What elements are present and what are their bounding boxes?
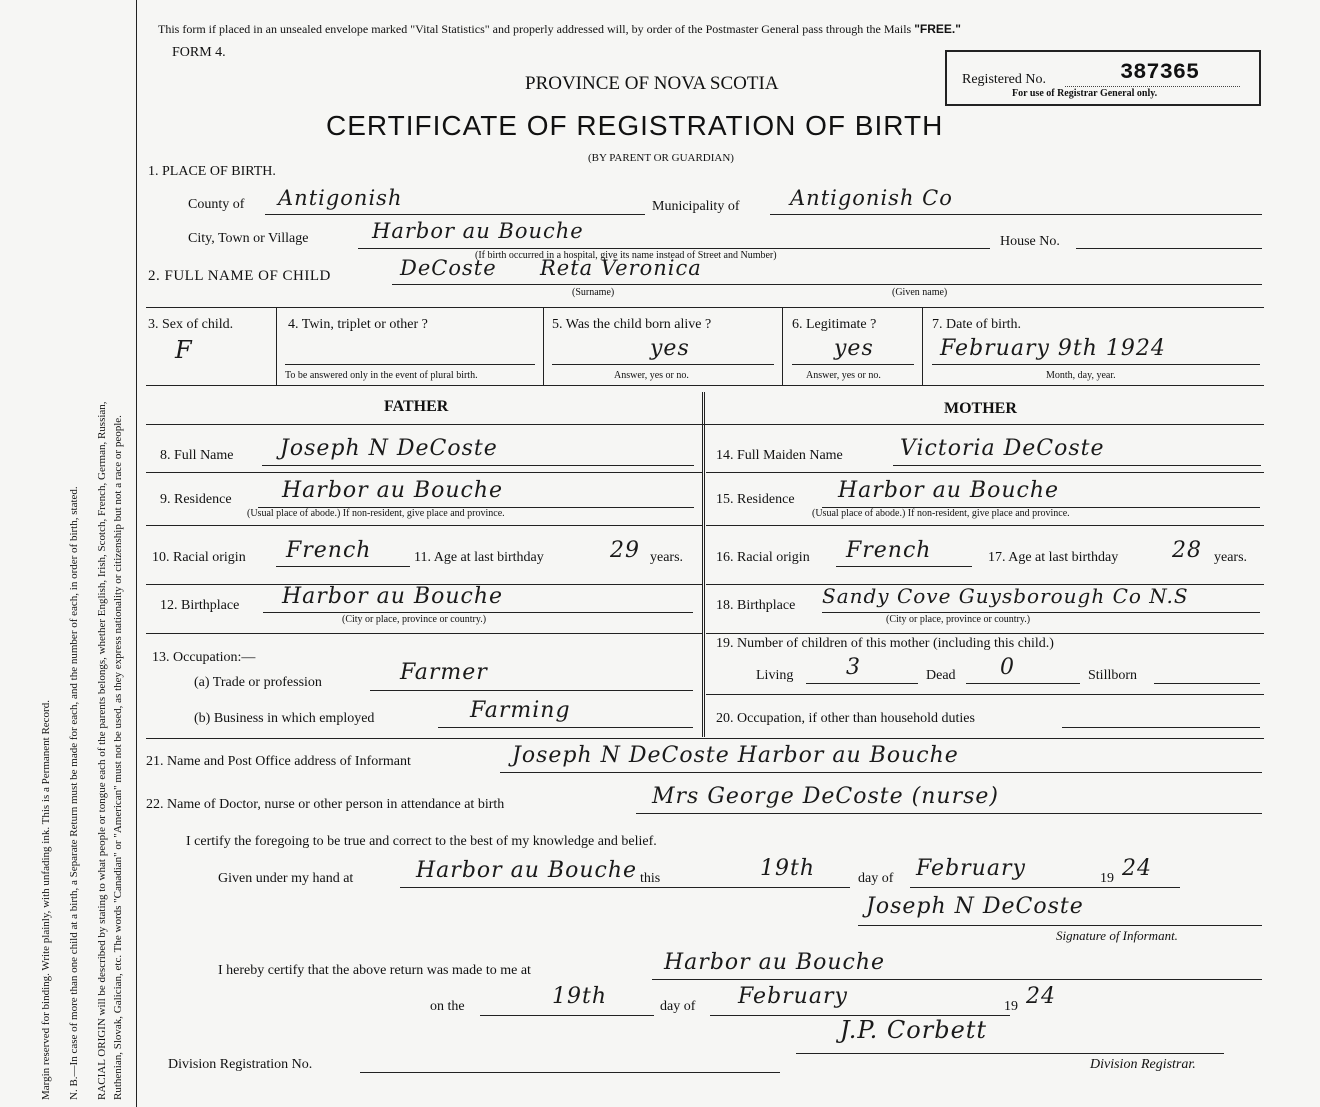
mother-age-value: 28 bbox=[1172, 538, 1202, 563]
living-value: 3 bbox=[846, 655, 861, 680]
father-birthplace-line bbox=[263, 612, 693, 613]
municipality-line bbox=[770, 214, 1262, 215]
mother-residence-note: (Usual place of abode.) If non-resident, give place and province. bbox=[812, 508, 1070, 519]
legitimate-line bbox=[792, 364, 914, 365]
mother-occupation-line bbox=[1062, 727, 1260, 728]
municipality-label: Municipality of bbox=[652, 199, 740, 214]
mother-race-label: 16. Racial origin bbox=[716, 550, 810, 565]
dob-line bbox=[932, 364, 1260, 365]
dead-label: Dead bbox=[926, 668, 956, 683]
business-value: Farming bbox=[470, 698, 571, 723]
mother-name-value: Victoria DeCoste bbox=[900, 436, 1105, 461]
mother-birthplace-line bbox=[822, 612, 1260, 613]
informant-signature-line bbox=[858, 925, 1262, 926]
registrar-year-prefix: 19 bbox=[1004, 999, 1018, 1014]
trade-value: Farmer bbox=[400, 660, 488, 685]
dob-label: 7. Date of birth. bbox=[932, 317, 1022, 332]
mother-name-label: 14. Full Maiden Name bbox=[716, 448, 843, 463]
given-this: this bbox=[640, 871, 661, 886]
county-label: County of bbox=[188, 197, 245, 212]
registrar-place-line bbox=[652, 979, 1262, 980]
given-day-of: day of bbox=[858, 871, 894, 886]
row3-divider-4 bbox=[922, 307, 923, 385]
twin-note: To be answered only in the event of plural birth. bbox=[285, 370, 478, 381]
dead-value: 0 bbox=[1000, 655, 1015, 680]
father-row9-border bbox=[146, 525, 702, 526]
county-value: Antigonish bbox=[278, 186, 403, 210]
division-registrar-line bbox=[796, 1053, 1224, 1054]
given-month-value: February bbox=[916, 856, 1026, 881]
informant-label: 21. Name and Post Office address of Informant bbox=[146, 754, 411, 769]
dob-note: Month, day, year. bbox=[1046, 370, 1116, 381]
municipality-value: Antigonish Co bbox=[790, 186, 953, 210]
doctor-line bbox=[636, 813, 1262, 814]
legitimate-note: Answer, yes or no. bbox=[806, 370, 881, 381]
given-place-value: Harbor au Bouche bbox=[416, 858, 638, 883]
mail-notice bbox=[158, 22, 961, 37]
business-label: (b) Business in which employed bbox=[194, 711, 375, 726]
sex-value: F bbox=[175, 336, 193, 364]
mother-age-label: 17. Age at last birthday bbox=[988, 550, 1119, 565]
mother-race-line bbox=[836, 566, 972, 567]
father-residence-label: 9. Residence bbox=[160, 492, 232, 507]
given-year-prefix: 19 bbox=[1100, 871, 1114, 886]
form-number: FORM 4. bbox=[172, 45, 226, 60]
mother-name-line bbox=[893, 465, 1261, 466]
informant-line bbox=[500, 772, 1262, 773]
row3-divider-3 bbox=[782, 307, 783, 385]
registrar-on-the: on the bbox=[430, 999, 465, 1014]
child-name-label: 2. FULL NAME OF CHILD bbox=[148, 268, 331, 284]
alive-value: yes bbox=[650, 336, 690, 361]
registered-line bbox=[1065, 86, 1240, 87]
children-label: 19. Number of children of this mother (including this child.) bbox=[716, 636, 1054, 651]
side-note-3: RACIAL ORIGIN will be described by stating to what people or tongue each of the parents belongs, whether English, Irish, Scotch, French, German, Russian, bbox=[96, 401, 108, 1100]
father-race-value: French bbox=[286, 538, 372, 563]
given-day-value: 19th bbox=[760, 856, 816, 881]
registered-label: Registered No. bbox=[962, 72, 1046, 87]
side-note-1: Margin reserved for binding. Write plainly, with unfading ink. This is a Permanent Record. bbox=[40, 700, 52, 1100]
doctor-value: Mrs George DeCoste (nurse) bbox=[652, 784, 999, 809]
father-name-value: Joseph N DeCoste bbox=[280, 436, 498, 461]
division-registrar-label: Division Registrar. bbox=[1090, 1057, 1196, 1072]
given-note: (Given name) bbox=[892, 287, 948, 298]
father-years: years. bbox=[650, 550, 684, 565]
registrar-signature: J.P. Corbett bbox=[840, 1016, 988, 1044]
registrar-certify-label: I hereby certify that the above return was made to me at bbox=[218, 963, 531, 978]
living-label: Living bbox=[756, 668, 794, 683]
child-name-line bbox=[392, 284, 1262, 285]
father-residence-note: (Usual place of abode.) If non-resident, give place and province. bbox=[247, 508, 505, 519]
occupation-label: 13. Occupation:— bbox=[152, 650, 256, 665]
mother-birthplace-label: 18. Birthplace bbox=[716, 598, 796, 613]
father-residence-value: Harbor au Bouche bbox=[282, 478, 504, 503]
surname-note: (Surname) bbox=[572, 287, 615, 298]
division-registration-line bbox=[360, 1072, 780, 1073]
father-row12-border bbox=[146, 633, 702, 634]
alive-note: Answer, yes or no. bbox=[614, 370, 689, 381]
mother-birthplace-note: (City or place, province or country.) bbox=[886, 614, 1031, 625]
father-race-line bbox=[276, 566, 410, 567]
mother-row19-border bbox=[706, 694, 1264, 695]
mother-row14-border bbox=[706, 472, 1264, 473]
mother-birthplace-value: Sandy Cove Guysborough Co N.S bbox=[822, 584, 1189, 608]
child-given-value: Reta Veronica bbox=[540, 256, 702, 280]
father-row8-border bbox=[146, 472, 702, 473]
legitimate-label: 6. Legitimate ? bbox=[792, 317, 877, 332]
county-line bbox=[265, 214, 645, 215]
sex-label: 3. Sex of child. bbox=[148, 317, 234, 332]
house-label: House No. bbox=[1000, 234, 1060, 249]
mother-residence-label: 15. Residence bbox=[716, 492, 795, 507]
alive-label: 5. Was the child born alive ? bbox=[552, 317, 712, 332]
certify-text: I certify the foregoing to be true and correct to the best of my knowledge and belief. bbox=[186, 834, 657, 849]
father-birthplace-value: Harbor au Bouche bbox=[282, 584, 504, 609]
mother-row18-border bbox=[706, 633, 1264, 634]
province-heading: PROVINCE OF NOVA SCOTIA bbox=[525, 73, 779, 94]
father-birthplace-label: 12. Birthplace bbox=[160, 598, 240, 613]
row3-top-border bbox=[146, 307, 1264, 308]
father-name-label: 8. Full Name bbox=[160, 448, 234, 463]
registered-number: 387365 bbox=[1120, 60, 1200, 85]
given-place-line bbox=[400, 887, 850, 888]
legitimate-value: yes bbox=[834, 336, 874, 361]
registrar-place-value: Harbor au Bouche bbox=[664, 950, 886, 975]
certificate-subtitle: (BY PARENT OR GUARDIAN) bbox=[588, 152, 734, 164]
dead-line bbox=[966, 683, 1080, 684]
twin-line bbox=[285, 364, 535, 365]
father-heading: FATHER bbox=[384, 398, 449, 415]
mother-race-value: French bbox=[846, 538, 932, 563]
row3-divider-2 bbox=[543, 307, 544, 385]
registrar-day-value: 19th bbox=[552, 984, 608, 1009]
heading-underline bbox=[146, 424, 1264, 425]
twin-label: 4. Twin, triplet or other ? bbox=[288, 317, 428, 332]
registrar-year-value: 24 bbox=[1026, 984, 1056, 1009]
informant-value: Joseph N DeCoste Harbor au Bouche bbox=[512, 743, 959, 768]
mother-occupation-label: 20. Occupation, if other than household duties bbox=[716, 711, 975, 726]
alive-line bbox=[552, 364, 774, 365]
division-registration-label: Division Registration No. bbox=[168, 1057, 313, 1072]
trade-label: (a) Trade or profession bbox=[194, 675, 322, 690]
registrar-day-of: day of bbox=[660, 999, 696, 1014]
free-label: "FREE." bbox=[914, 22, 961, 36]
mother-years: years. bbox=[1214, 550, 1248, 565]
certificate-title: CERTIFICATE OF REGISTRATION OF BIRTH bbox=[326, 110, 944, 141]
registrar-day-line bbox=[480, 1015, 654, 1016]
living-line bbox=[806, 683, 918, 684]
mother-row15-border bbox=[706, 525, 1264, 526]
mother-heading: MOTHER bbox=[944, 400, 1017, 417]
given-month-line bbox=[910, 887, 1180, 888]
given-label: Given under my hand at bbox=[218, 871, 354, 886]
city-line bbox=[358, 248, 990, 249]
city-value: Harbor au Bouche bbox=[372, 219, 584, 243]
father-birthplace-note: (City or place, province or country.) bbox=[342, 614, 487, 625]
house-line bbox=[1076, 248, 1262, 249]
column-divider bbox=[702, 392, 705, 737]
registrar-month-value: February bbox=[738, 984, 848, 1009]
father-name-line bbox=[262, 465, 694, 466]
city-label: City, Town or Village bbox=[188, 231, 309, 246]
row3-divider-1 bbox=[276, 307, 277, 385]
mother-residence-value: Harbor au Bouche bbox=[838, 478, 1060, 503]
child-surname-value: DeCoste bbox=[400, 256, 497, 280]
columns-bottom-border bbox=[146, 738, 1264, 739]
place-section-label: 1. PLACE OF BIRTH. bbox=[148, 164, 276, 179]
registrar-note: For use of Registrar General only. bbox=[1012, 88, 1158, 99]
stillborn-line bbox=[1154, 683, 1260, 684]
dob-value: February 9th 1924 bbox=[940, 336, 1166, 361]
mail-notice-text: This form if placed in an unsealed envelope marked "Vital Statistics" and properly addressed will, by order of the Postmaster General pass through the Mails bbox=[158, 22, 912, 36]
city-note: (If birth occurred in a hospital, give its name instead of Street and Number) bbox=[475, 250, 777, 261]
father-age-value: 29 bbox=[610, 538, 640, 563]
side-note-4: Ruthenian, Slovak, Galician, etc. The words "Canadian" or "American" must not be used, as they express nationality or citizenship but not a race or people. bbox=[112, 415, 124, 1100]
side-note-2: N. B.—In case of more than one child at a birth, a Separate Return must be made for each, and the number of each, in order of birth, stated. bbox=[68, 486, 80, 1100]
row3-bottom-border bbox=[146, 385, 1264, 386]
informant-signature: Joseph N DeCoste bbox=[866, 894, 1084, 919]
father-race-label: 10. Racial origin bbox=[152, 550, 246, 565]
given-year-value: 24 bbox=[1122, 856, 1152, 881]
informant-signature-label: Signature of Informant. bbox=[1056, 928, 1178, 943]
trade-line bbox=[370, 690, 693, 691]
stillborn-label: Stillborn bbox=[1088, 668, 1138, 683]
binding-margin-line bbox=[136, 0, 137, 1107]
business-line bbox=[438, 727, 693, 728]
doctor-label: 22. Name of Doctor, nurse or other person in attendance at birth bbox=[146, 797, 505, 812]
father-age-label: 11. Age at last birthday bbox=[414, 550, 544, 565]
